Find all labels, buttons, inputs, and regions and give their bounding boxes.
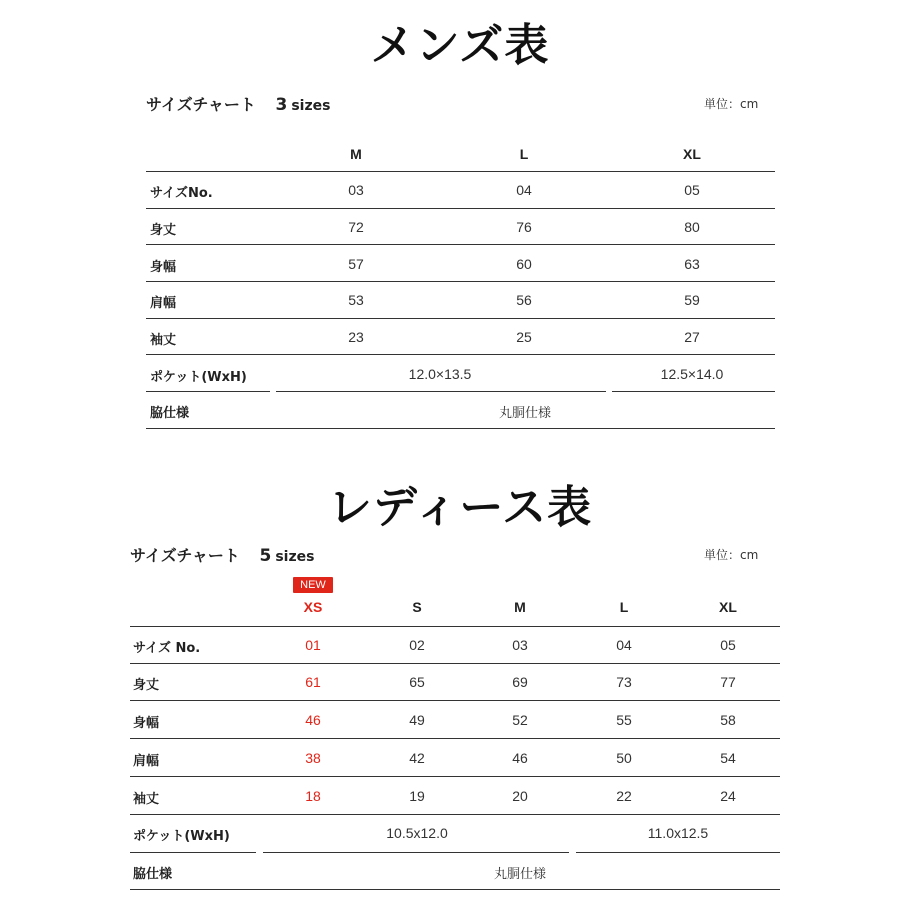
- ladies-cell-xs: 38: [305, 750, 321, 766]
- ladies-cell-xs: 61: [305, 674, 321, 690]
- ladies-col-header-xl: XL: [719, 599, 737, 615]
- ladies-cell-xs: 18: [305, 788, 321, 804]
- mens-pocket-label: ポケット(WxH): [150, 370, 247, 385]
- ladies-cell: 19: [409, 788, 425, 804]
- mens-row-label: 身丈: [150, 223, 177, 238]
- ladies-cell: 04: [616, 637, 632, 653]
- ladies-cell: 69: [512, 674, 528, 690]
- mens-row-rule: [146, 208, 775, 209]
- ladies-cell: 50: [616, 750, 632, 766]
- mens-col-header-m: M: [350, 146, 362, 162]
- ladies-row-label: サイズ No.: [133, 641, 201, 656]
- mens-cell: 27: [684, 329, 700, 345]
- ladies-side-value: 丸胴仕様: [493, 867, 546, 882]
- ladies-row-rule: [130, 738, 780, 739]
- mens-cell: 04: [516, 182, 532, 198]
- ladies-cell: 52: [512, 712, 528, 728]
- mens-row-label: サイズNo.: [150, 186, 213, 201]
- mens-row-rule: [612, 391, 775, 392]
- ladies-cell: 55: [616, 712, 632, 728]
- mens-chart-title: サイズチャート: [146, 95, 256, 114]
- mens-table-title: メンズ表: [370, 20, 550, 71]
- mens-header-rule: [146, 171, 775, 172]
- mens-cell: 05: [684, 182, 700, 198]
- ladies-size-word: sizes: [275, 549, 315, 565]
- ladies-col-header-l: L: [619, 599, 629, 615]
- ladies-row-label: 身幅: [133, 716, 160, 731]
- new-badge: NEW: [293, 577, 333, 593]
- ladies-cell: 49: [409, 712, 425, 728]
- mens-unit: 単位：cm: [704, 97, 759, 111]
- ladies-cell-xs: 46: [305, 712, 321, 728]
- mens-cell: 53: [348, 292, 364, 308]
- ladies-size-count: 5: [259, 546, 272, 566]
- mens-cell: 59: [684, 292, 700, 308]
- ladies-pocket-label: ポケット(WxH): [133, 829, 230, 844]
- ladies-cell: 22: [616, 788, 632, 804]
- mens-cell: 57: [348, 256, 364, 272]
- ladies-row-label: 身丈: [133, 678, 160, 693]
- ladies-row-rule: [576, 852, 780, 853]
- ladies-col-header-m: M: [514, 599, 526, 615]
- ladies-cell-xs: 01: [305, 637, 321, 653]
- mens-cell: 25: [516, 329, 532, 345]
- mens-cell: 56: [516, 292, 532, 308]
- mens-row-rule: [146, 391, 270, 392]
- ladies-row-rule: [130, 700, 780, 701]
- mens-cell: 80: [684, 219, 700, 235]
- mens-row-label: 袖丈: [150, 333, 177, 348]
- mens-row-rule: [146, 244, 775, 245]
- ladies-row-label: 肩幅: [133, 754, 160, 769]
- mens-pocket-value-xl: 12.5×14.0: [660, 366, 724, 382]
- ladies-row-rule: [263, 852, 569, 853]
- ladies-col-header-s: S: [412, 599, 422, 615]
- ladies-row-rule: [130, 852, 256, 853]
- ladies-pocket-value-xs-m: 10.5x12.0: [386, 825, 448, 841]
- mens-row-rule: [146, 318, 775, 319]
- mens-side-label: 脇仕様: [150, 406, 190, 421]
- ladies-cell: 20: [512, 788, 528, 804]
- mens-size-word: sizes: [291, 98, 331, 114]
- mens-col-header-l: L: [519, 146, 529, 162]
- mens-bottom-rule: [146, 428, 775, 429]
- ladies-col-header-xs: XS: [303, 599, 323, 615]
- mens-side-value: 丸胴仕様: [498, 406, 551, 421]
- ladies-cell: 65: [409, 674, 425, 690]
- ladies-row-rule: [130, 814, 780, 815]
- mens-col-header-xl: XL: [683, 146, 701, 162]
- ladies-header-rule: [130, 626, 780, 627]
- ladies-bottom-rule: [130, 889, 780, 890]
- mens-row-rule: [276, 391, 606, 392]
- mens-row-rule: [146, 281, 775, 282]
- mens-pocket-value-ml: 12.0×13.5: [408, 366, 472, 382]
- ladies-unit: 単位：cm: [704, 548, 759, 562]
- ladies-cell: 02: [409, 637, 425, 653]
- ladies-cell: 42: [409, 750, 425, 766]
- mens-row-label: 身幅: [150, 260, 177, 275]
- ladies-table-title: レディース表: [327, 482, 593, 533]
- mens-cell: 63: [684, 256, 700, 272]
- mens-size-chart-heading: [146, 92, 330, 115]
- mens-cell: 03: [348, 182, 364, 198]
- ladies-cell: 46: [512, 750, 528, 766]
- ladies-cell: 73: [616, 674, 632, 690]
- ladies-pocket-value-l-xl: 11.0x12.5: [647, 825, 709, 841]
- mens-row-label: 肩幅: [150, 296, 177, 311]
- mens-size-count: 3: [275, 95, 288, 115]
- ladies-side-label: 脇仕様: [133, 867, 173, 882]
- ladies-cell: 54: [720, 750, 736, 766]
- ladies-cell: 24: [720, 788, 736, 804]
- ladies-row-rule: [130, 776, 780, 777]
- mens-row-rule: [146, 354, 775, 355]
- ladies-size-chart-heading: [130, 543, 314, 566]
- ladies-cell: 03: [512, 637, 528, 653]
- ladies-row-rule: [130, 663, 780, 664]
- ladies-cell: 77: [720, 674, 736, 690]
- ladies-row-label: 袖丈: [133, 792, 160, 807]
- ladies-chart-title: サイズチャート: [130, 546, 240, 565]
- mens-cell: 72: [348, 219, 364, 235]
- mens-cell: 76: [516, 219, 532, 235]
- ladies-cell: 58: [720, 712, 736, 728]
- mens-cell: 60: [516, 256, 532, 272]
- ladies-cell: 05: [720, 637, 736, 653]
- mens-cell: 23: [348, 329, 364, 345]
